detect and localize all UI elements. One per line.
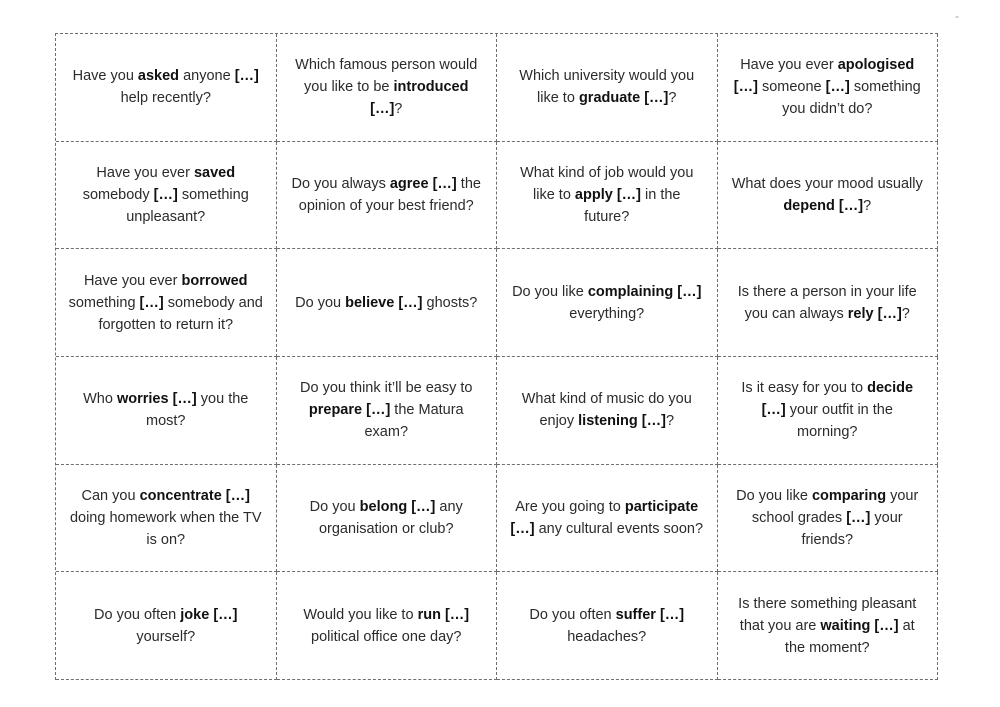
question-fragment: help recently? (120, 90, 211, 107)
question-card (56, 357, 277, 465)
question-fragment: Do you like (736, 487, 812, 504)
question-text (730, 593, 926, 659)
question-fragment: ? (863, 197, 872, 214)
key-verb: belong (359, 498, 408, 515)
question-text (730, 281, 926, 325)
question-card (718, 142, 939, 250)
key-verb: apologised (837, 57, 915, 74)
blank-gap: […] (838, 197, 864, 214)
question-card (497, 357, 718, 465)
blank-gap: […] (846, 509, 871, 526)
question-fragment: any cultural events soon? (534, 520, 704, 537)
blank-gap: […] (139, 294, 164, 311)
question-fragment: Do you often (529, 606, 616, 623)
question-card (277, 142, 498, 250)
key-verb: worries (116, 391, 169, 408)
question-fragment: headaches? (567, 628, 647, 645)
question-fragment: Which university would you like to (519, 68, 695, 107)
question-fragment: ? (394, 101, 403, 118)
blank-gap: […] (411, 498, 436, 515)
key-verb: waiting (820, 617, 871, 634)
key-verb: participate (624, 498, 699, 515)
blank-gap: […] (432, 175, 457, 192)
question-fragment: anyone (179, 68, 235, 85)
question-fragment: What does your mood usually (731, 175, 923, 192)
question-text (68, 485, 264, 551)
question-fragment: Are you going to (515, 498, 625, 515)
question-fragment: at the moment? (784, 617, 915, 656)
question-text (68, 604, 264, 648)
blank-gap: […] (641, 413, 666, 430)
question-text (289, 377, 485, 443)
question-card (718, 465, 939, 573)
question-fragment: Do you often (94, 606, 181, 623)
question-fragment: Can you (81, 487, 140, 504)
key-verb: comparing (811, 487, 887, 504)
key-verb: borrowed (181, 272, 248, 289)
blank-gap: […] (877, 305, 902, 322)
key-verb: asked (137, 68, 180, 85)
question-fragment: something (68, 294, 140, 311)
key-verb: decide (867, 380, 914, 397)
blank-gap: […] (677, 283, 702, 300)
question-fragment: the opinion of your best friend? (298, 175, 481, 214)
question-text (509, 65, 705, 109)
key-verb: suffer (615, 606, 656, 623)
question-card (497, 249, 718, 357)
question-card (56, 465, 277, 573)
question-text (730, 377, 926, 443)
question-card (497, 465, 718, 573)
blank-gap: […] (510, 520, 535, 537)
question-fragment: Do you (309, 498, 360, 515)
blank-gap: […] (225, 487, 250, 504)
blank-gap: […] (234, 68, 259, 85)
question-fragment: Which famous person would you like to be (295, 57, 478, 96)
question-fragment: Have you ever (740, 57, 838, 74)
card-grid (55, 33, 938, 680)
question-fragment: something unpleasant? (126, 186, 249, 225)
question-text (289, 173, 485, 217)
question-text (509, 604, 705, 648)
question-text (289, 496, 485, 540)
question-text (68, 162, 264, 228)
question-fragment: Have you (72, 68, 138, 85)
question-card (718, 572, 939, 680)
question-fragment: something you didn’t do? (782, 79, 921, 118)
question-fragment: ? (665, 413, 675, 430)
question-fragment: everything? (569, 305, 645, 322)
question-card (277, 465, 498, 573)
question-fragment: What kind of job would you like to (520, 164, 694, 203)
key-verb: concentrate (139, 487, 222, 504)
key-verb: agree (389, 175, 429, 192)
blank-gap: […] (659, 606, 685, 623)
question-text (730, 54, 926, 120)
question-fragment: What kind of music do you enjoy (521, 391, 692, 430)
question-fragment: Have you ever (96, 164, 194, 181)
key-verb: introduced (393, 79, 469, 96)
blank-gap: […] (370, 101, 395, 118)
key-verb: saved (193, 164, 236, 181)
blank-gap: […] (213, 606, 238, 623)
question-text (295, 292, 477, 314)
key-verb: believe (345, 294, 395, 311)
question-text (730, 173, 926, 217)
blank-gap: […] (172, 391, 197, 408)
question-fragment: Do you (295, 294, 346, 311)
key-verb: prepare (308, 402, 363, 419)
key-verb: rely (847, 305, 874, 322)
question-fragment: Is it easy for you to (741, 380, 868, 397)
question-card (56, 572, 277, 680)
question-fragment: the Matura exam? (364, 402, 464, 441)
question-fragment: your outfit in the morning? (785, 402, 893, 441)
question-fragment: Who (83, 391, 117, 408)
blank-gap: […] (825, 79, 850, 96)
question-card (497, 34, 718, 142)
question-text (730, 485, 926, 551)
question-text (509, 388, 705, 432)
blank-gap: […] (733, 79, 758, 96)
question-fragment: somebody (82, 186, 154, 203)
blank-gap: […] (761, 402, 786, 419)
question-fragment: Do you always (291, 175, 390, 192)
question-card (497, 142, 718, 250)
question-text (289, 54, 485, 120)
question-fragment: Would you like to (303, 606, 418, 623)
question-card (277, 34, 498, 142)
question-fragment: Is there a person in your life you can always (737, 283, 917, 322)
question-fragment: yourself? (136, 628, 196, 645)
question-fragment: doing homework when the TV is on? (69, 509, 262, 548)
question-card (718, 357, 939, 465)
blank-gap: […] (398, 294, 423, 311)
question-card (497, 572, 718, 680)
blank-gap: […] (153, 186, 178, 203)
question-fragment: ? (901, 305, 910, 322)
question-fragment: in the future? (584, 186, 681, 225)
key-verb: joke (180, 606, 210, 623)
question-text (68, 388, 264, 432)
question-fragment: you the most? (146, 391, 249, 430)
key-verb: run (417, 606, 441, 623)
key-verb: depend (783, 197, 835, 214)
key-verb: apply (574, 186, 613, 203)
question-card (56, 34, 277, 142)
question-fragment: political office one day? (311, 628, 462, 645)
question-fragment: Is there something pleasant that you are (738, 595, 917, 634)
blank-gap: […] (444, 606, 470, 623)
key-verb: listening (578, 413, 638, 430)
question-text (68, 270, 264, 336)
question-fragment: any organisation or club? (318, 498, 463, 537)
question-fragment: Do you like (512, 283, 588, 300)
question-fragment: ghosts? (422, 294, 478, 311)
question-fragment: ? (668, 90, 677, 107)
question-card (718, 249, 939, 357)
blank-gap: […] (616, 186, 641, 203)
corner-mark: - (955, 9, 959, 23)
blank-gap: […] (366, 402, 391, 419)
question-text (509, 281, 705, 325)
question-fragment: your friends? (801, 509, 903, 548)
blank-gap: […] (874, 617, 899, 634)
question-fragment: someone (757, 79, 826, 96)
question-fragment: your school grades (751, 487, 919, 526)
question-card (277, 357, 498, 465)
question-text (68, 65, 264, 109)
question-fragment: Have you ever (83, 272, 182, 289)
question-fragment: Do you think it’ll be easy to (300, 380, 473, 397)
question-card (56, 142, 277, 250)
question-fragment: somebody and forgotten to return it? (98, 294, 263, 333)
question-card (277, 249, 498, 357)
blank-gap: […] (644, 90, 669, 107)
key-verb: complaining (587, 283, 674, 300)
question-card (277, 572, 498, 680)
question-card (56, 249, 277, 357)
question-card (718, 34, 939, 142)
question-text (509, 496, 705, 540)
key-verb: graduate (578, 90, 641, 107)
question-text (509, 162, 705, 228)
question-text (289, 604, 485, 648)
